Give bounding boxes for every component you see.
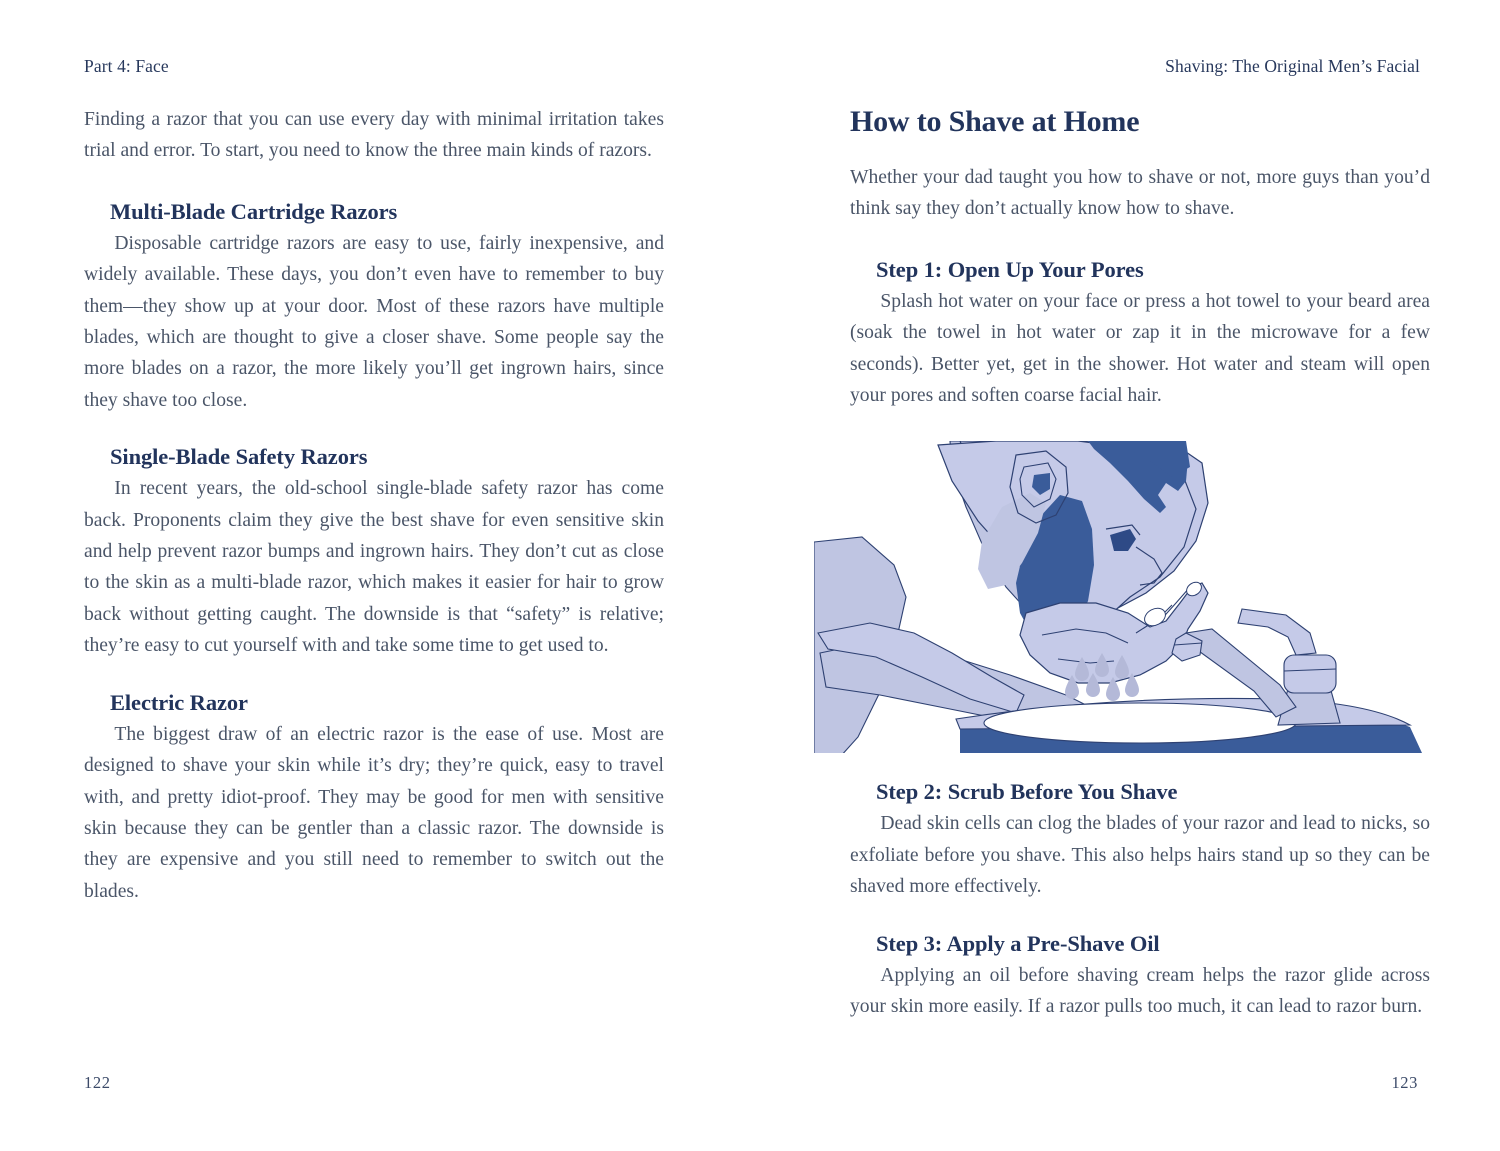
paragraph-step-3: Applying an oil before shaving cream helps the razor glide across your skin more easily. If a razor pulls too much, it can lead to razor burn. [850, 964, 1430, 1018]
paragraph-electric-razor: The biggest draw of an electric razor is the ease of use. Most are designed to shave your skin while it’s dry; they’re quick, easy to travel with, and pretty idiot-proof. They may be good for men with sensitive skin because they can be gentler than a classic razor. The downside is they are expensive and you still need to remember to switch out the blades. [84, 723, 664, 902]
paragraph-single-blade-safety-razors: In recent years, the old-school single-blade safety razor has come back. Proponents claim they give the best shave for even sensitive skin and help prevent razor bumps and ingrown hairs. They don’t cut as close to the skin as a multi-blade razor, which makes it easier for hair to grow back without getting caught. The downside is that “safety” is relative; they’re easy to cut yourself with and take some time to get used to. [84, 478, 664, 657]
intro-paragraph: Finding a razor that you can use every day with minimal irritation takes trial and error. To start, you need to know the three main kinds of razors. [84, 109, 664, 162]
illustration-man-splashing-water-at-sink [810, 437, 1430, 757]
right-page-text-column [850, 104, 1430, 1022]
paragraph-step-1: Splash hot water on your face or press a hot towel to your beard area (soak the towel in hot water or zap it in the microwave for a few seconds). Better yet, get in the shower. Hot water and steam will open your pores and soften coarse facial hair. [850, 290, 1430, 407]
heading-multi-blade-cartridge-razors: Multi-Blade Cartridge Razors [110, 198, 398, 224]
sink-basin-rim [984, 703, 1296, 743]
running-head-left: Part 4: Face [84, 56, 169, 76]
paragraph-multi-blade-cartridge-razors: Disposable cartridge razors are easy to use, fairly inexpensive, and widely available. These days, you don’t even have to remember to buy them—they show up at your door. Most of these razors have multiple blades, which are thought to give a closer shave. Some people say the more blades on a razor, the more likely you’ll get ingrown hairs, since they shave too close. [84, 232, 664, 411]
page-number-right: 123 [1391, 1073, 1418, 1092]
heading-electric-razor: Electric Razor [110, 689, 248, 715]
heading-step-1: Step 1: Open Up Your Pores [876, 256, 1144, 282]
spacer [850, 903, 1430, 929]
spacer [850, 225, 1430, 255]
paragraph-step-2: Dead skin cells can clog the blades of your razor and lead to nicks, so exfoliate before you shave. This also helps hairs stand up so they can be shaved more effectively. [850, 813, 1430, 898]
faucet-body [1284, 655, 1336, 693]
left-page-text-column [84, 104, 664, 907]
spacer [84, 662, 664, 688]
chapter-title: How to Shave at Home [850, 105, 1140, 138]
spacer [84, 416, 664, 442]
chapter-intro-paragraph: Whether your dad taught you how to shave or not, more guys than you’d think say they don’t actually know how to shave. [850, 167, 1430, 220]
right-page [750, 0, 1500, 1151]
page-number-left: 122 [84, 1073, 111, 1092]
heading-step-2: Step 2: Scrub Before You Shave [876, 779, 1178, 805]
spacer [850, 757, 1430, 777]
running-head-right: Shaving: The Original Men’s Facial [1165, 56, 1420, 76]
heading-step-3: Step 3: Apply a Pre-Shave Oil [876, 930, 1160, 956]
spacer [84, 167, 664, 197]
illustration-svg [810, 437, 1430, 757]
heading-single-blade-safety-razors: Single-Blade Safety Razors [110, 444, 368, 470]
